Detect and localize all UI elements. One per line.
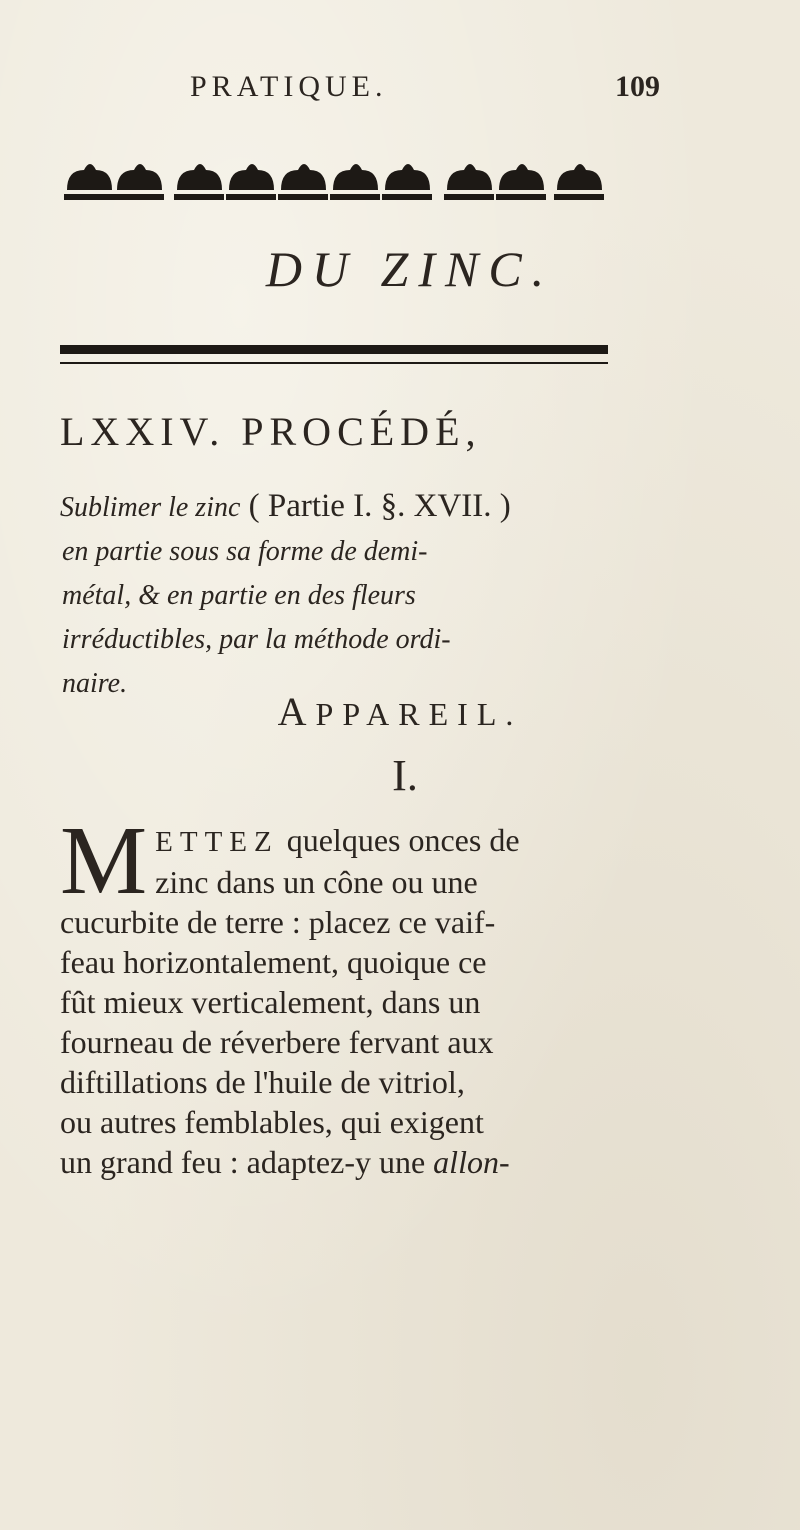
running-head <box>190 70 660 110</box>
body-line: ETTEZ quelques onces de <box>155 822 520 858</box>
procedure-summary <box>60 485 630 705</box>
running-title: PRATIQUE. <box>190 70 388 103</box>
procedure-heading: LXXIV. PROCÉDÉ, <box>60 409 482 454</box>
body-paragraph <box>60 807 620 1182</box>
body-line: diftillations de l'huile de vitriol, <box>60 1064 465 1100</box>
page-number: 109 <box>615 70 660 103</box>
summary-line: naire. <box>62 668 128 699</box>
body-line: cucurbite de terre : placez ce vaif- <box>60 904 496 940</box>
section-title: DU ZINC. <box>265 241 555 297</box>
summary-line: métal, & en partie en des fleurs <box>62 580 416 611</box>
first-word: ETTEZ <box>155 826 279 858</box>
body-line: ou autres femblables, qui exigent <box>60 1104 484 1140</box>
rule-thin <box>60 362 608 364</box>
summary-line: irréductibles, par la méthode ordi- <box>62 624 451 655</box>
body-line: fourneau de réverbere fervant aux <box>60 1024 494 1060</box>
drop-cap: M <box>60 807 148 915</box>
sub-heading: APPAREIL. <box>277 689 523 734</box>
rule-thick <box>60 345 608 354</box>
body-line: feau horizontalement, quoique ce <box>60 944 487 980</box>
catchword: allon- <box>433 1144 510 1180</box>
body-line: un grand feu : adaptez-y une allon- <box>60 1144 510 1180</box>
ornamental-band-icon <box>62 148 612 208</box>
body-line: fût mieux verticalement, dans un <box>60 984 481 1020</box>
step-numeral: I. <box>392 751 418 800</box>
summary-line: Sublimer le zinc ( Partie I. §. XVII. ) <box>60 488 511 524</box>
summary-line: en partie sous sa forme de demi- <box>62 536 428 567</box>
body-line: zinc dans un cône ou une <box>155 864 478 900</box>
